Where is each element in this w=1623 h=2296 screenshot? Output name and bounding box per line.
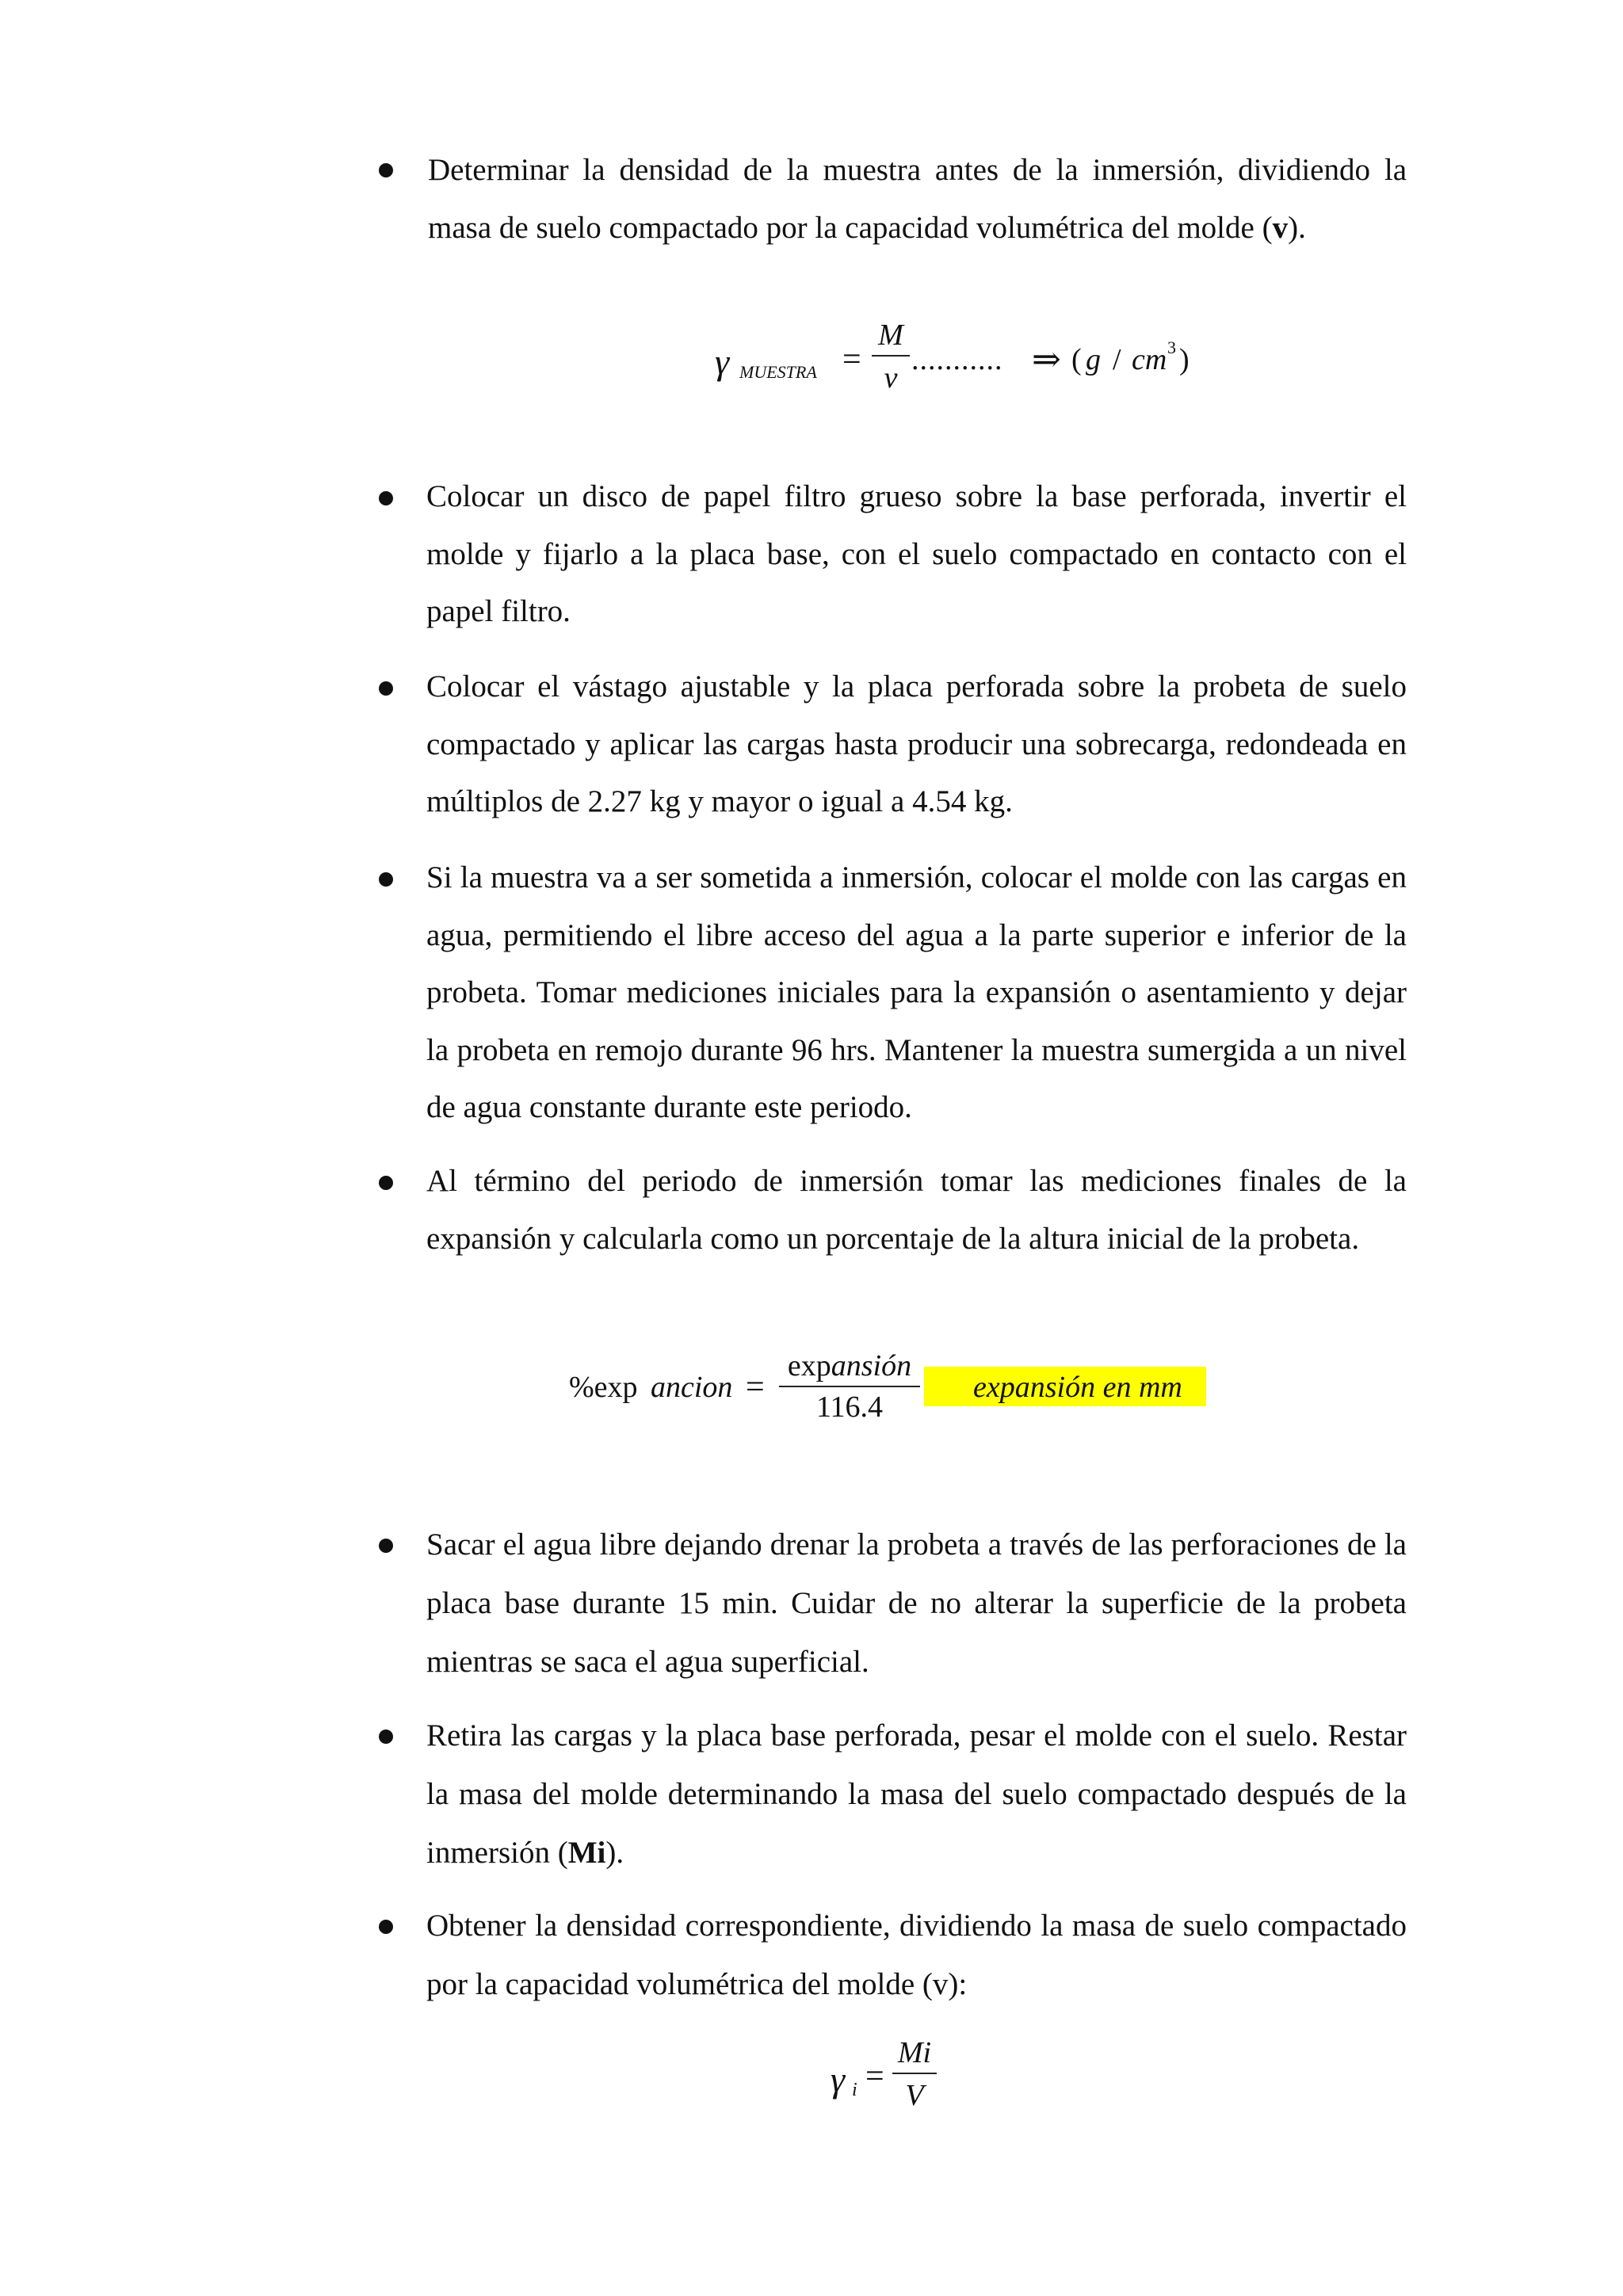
paragraph: Sacar el agua libre dejando drenar la probeta a través de las perforaciones de la placa base durante 15 min. Cuidar de no alterar la superficie de la probeta mientras se saca el agua superficial. — [426, 1527, 1407, 1679]
gamma-symbol: γ — [715, 341, 730, 382]
equals-sign: = — [746, 1369, 765, 1405]
bullet-marker — [379, 163, 393, 177]
gamma-symbol: γ — [831, 2059, 846, 2100]
paragraph: Colocar un disco de papel filtro grueso sobre la base perforada, invertir el molde y fijarlo a la placa base, con el suelo compactado en contacto con el papel filtro. — [426, 479, 1407, 628]
list-item — [426, 1153, 1407, 1268]
unit-cm: cm — [1132, 343, 1167, 376]
volume-symbol: v — [1272, 210, 1289, 245]
dot-leader: ........... — [911, 343, 1003, 376]
expansion-note: expansión en mm — [973, 1371, 1182, 1404]
fraction-m-over-v: M v — [872, 320, 910, 393]
unit-g: g — [1086, 343, 1101, 376]
list-item — [426, 1707, 1407, 1882]
list-item — [428, 142, 1407, 257]
unit-slash: / — [1113, 343, 1121, 376]
implies-arrow: ⇒ — [1032, 340, 1061, 379]
list-item — [426, 1516, 1407, 1691]
paragraph: Determinar la densidad de la muestra antes de la inmersión, dividiendo la masa de suelo compactado por la capacidad volumétrica del molde (v). — [428, 153, 1407, 245]
paragraph: Obtener la densidad correspondiente, dividiendo la masa de suelo compactado por la capacidad volumétrica del molde (v): — [426, 1909, 1407, 2001]
percent-exp-italic: ancion — [651, 1371, 733, 1404]
mi-symbol: Mi — [567, 1836, 606, 1870]
list-item — [426, 658, 1407, 831]
fraction-mi-over-v: Mi V — [892, 2038, 937, 2111]
fraction-expansion: expansión 116.4 — [778, 1351, 921, 1422]
unit-open-paren: ( — [1071, 343, 1082, 376]
paragraph: Retira las cargas y la placa base perforada, pesar el molde con el suelo. Restar la masa del molde determinando la masa del suelo compactado después de la inmersión (Mi). — [426, 1718, 1407, 1870]
gamma-subscript: i — [852, 2080, 857, 2100]
equals-sign: = — [842, 341, 861, 378]
paragraph: Si la muestra va a ser sometida a inmersión, colocar el molde con las cargas en agua, permitiendo el libre acceso del agua a la parte superior e inferior de la probeta. Tomar mediciones iniciales para la expansión o asentamiento y dejar la probeta en remojo durante 96 hrs. Mantener la muestra sumergida a un nivel de agua constante durante este periodo. — [426, 860, 1407, 1124]
equals-sign: = — [865, 2058, 884, 2095]
gamma-subscript: MUESTRA — [739, 362, 817, 382]
bullet-marker — [379, 1176, 393, 1190]
list-item — [426, 849, 1407, 1137]
bullet-marker — [379, 1730, 393, 1744]
bullet-marker — [379, 872, 393, 887]
list-item — [426, 468, 1407, 641]
percent-exp-label: %exp — [569, 1371, 638, 1404]
list-item — [426, 1897, 1407, 2014]
unit-exponent: 3 — [1167, 338, 1176, 357]
bullet-marker — [379, 1539, 393, 1553]
bullet-marker — [379, 681, 393, 696]
bullet-marker — [379, 491, 393, 505]
paragraph: Al término del periodo de inmersión tomar las mediciones finales de la expansión y calcularla como un porcentaje de la altura inicial de la probeta. — [426, 1164, 1407, 1256]
paragraph: Colocar el vástago ajustable y la placa perforada sobre la probeta de suelo compactado y aplicar las cargas hasta producir una sobrecarga, redondeada en múltiplos de 2.27 kg y mayor o igual a 4.54 kg. — [426, 669, 1407, 818]
bullet-marker — [379, 1920, 393, 1934]
unit-close-paren: ) — [1179, 343, 1190, 376]
